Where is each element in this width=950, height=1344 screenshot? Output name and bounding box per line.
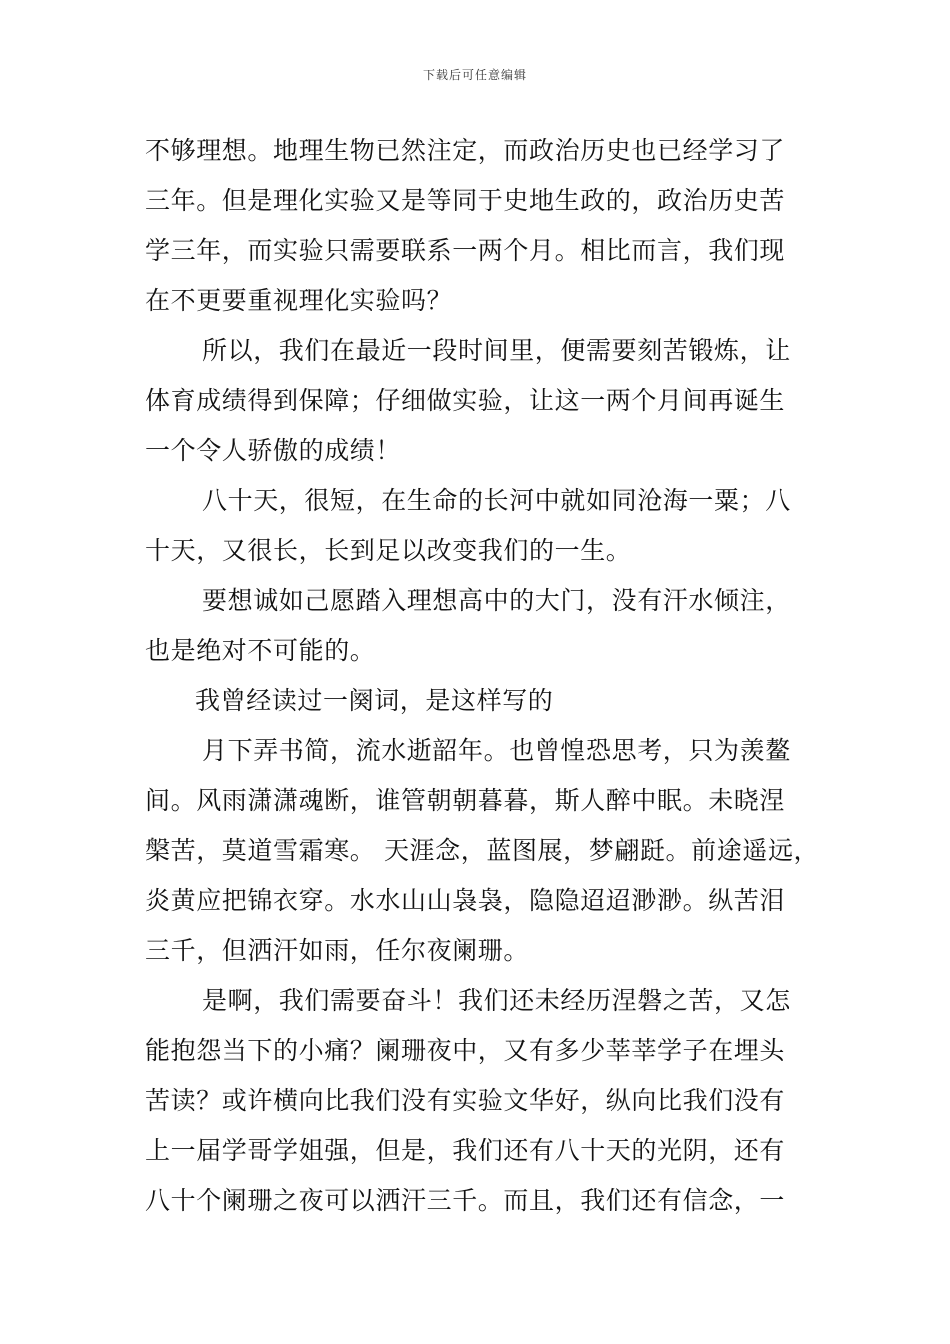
text-line: 也是绝对不可能的。 <box>145 636 376 665</box>
paragraph-first-line: 是啊，我们需要奋斗！我们还未经历涅磐之苦，又怎 <box>202 986 791 1015</box>
paragraph-first-line: 月下弄书简，流水逝韶年。也曾惶恐思考，只为羡鳌 <box>202 736 791 765</box>
paragraph-first-line: 八十天，很短，在生命的长河中就如同沧海一粟；八 <box>202 486 791 515</box>
text-line: 间。风雨潇潇魂断，谁管朝朝暮暮，斯人醉中眠。未晓涅 <box>145 786 786 815</box>
text-line: 能抱怨当下的小痛？阑珊夜中，又有多少莘莘学子在埋头 <box>145 1036 786 1065</box>
text-line: 八十个阑珊之夜可以洒汗三千。而且，我们还有信念，一 <box>145 1186 786 1215</box>
text-line: 不够理想。地理生物已然注定，而政治历史也已经学习了 <box>145 136 786 165</box>
document-body <box>145 126 820 1226</box>
paragraph-first-line: 所以，我们在最近一段时间里，便需要刻苦锻炼，让 <box>202 336 791 365</box>
text-line: 炎黄应把锦衣穿。水水山山袅袅，隐隐迢迢渺渺。纵苦泪 <box>145 886 786 915</box>
text-line: 十天，又很长，长到足以改变我们的一生。 <box>145 536 632 565</box>
page-header: 下载后可任意编辑 <box>422 68 527 82</box>
text-line: 在不更要重视理化实验吗？ <box>145 286 453 315</box>
text-line: 体育成绩得到保障；仔细做实验，让这一两个月间再诞生 <box>145 386 786 415</box>
paragraph-first-line: 要想诚如己愿踏入理想高中的大门，没有汗水倾注， <box>202 586 791 615</box>
text-line: 上一届学哥学姐强，但是，我们还有八十天的光阴，还有 <box>145 1136 786 1165</box>
text-line: 槃苦，莫道雪霜寒。 天涯念，蓝图展，梦翩跹。前途遥远， <box>145 836 820 865</box>
text-line: 学三年，而实验只需要联系一两个月。相比而言，我们现 <box>145 236 786 265</box>
text-line: 一个令人骄傲的成绩！ <box>145 436 402 465</box>
text-line: 三年。但是理化实验又是等同于史地生政的，政治历史苦 <box>145 186 786 215</box>
paragraph-first-line: 我曾经读过一阕词，是这样写的 <box>195 686 554 715</box>
text-line: 三千，但洒汗如雨，任尔夜阑珊。 <box>145 936 530 965</box>
text-line: 苦读？或许横向比我们没有实验文华好，纵向比我们没有 <box>145 1086 786 1115</box>
